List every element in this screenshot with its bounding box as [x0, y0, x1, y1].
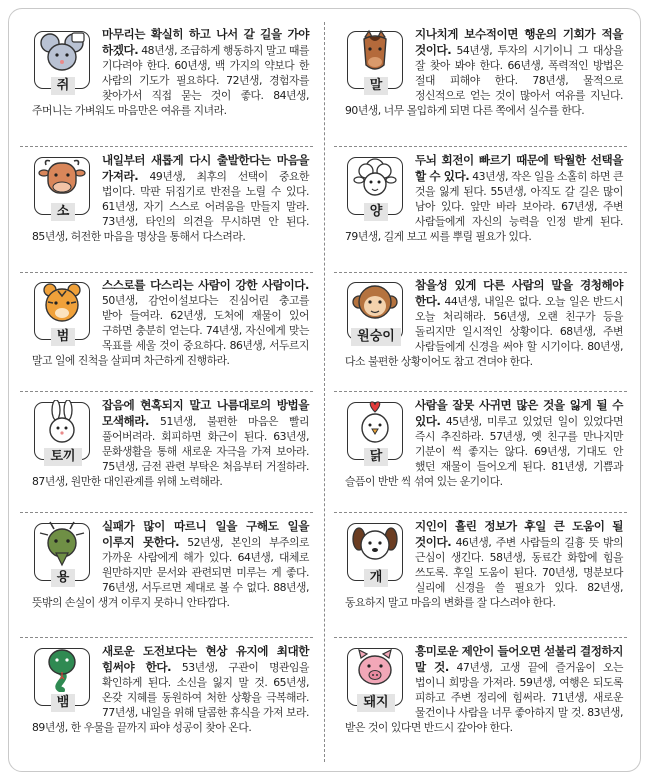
- sheep-icon: [349, 155, 401, 201]
- entry-headline: 내일부터 새롭게 다시 출발한다는 마음을 가져라.: [102, 153, 309, 183]
- zodiac-name: 돼지: [357, 694, 394, 712]
- entry-body: 53년생, 구관이 명관임을 확인하게 된다. 소신을 잃지 말 것. 65년생, 온갖 지혜를 동원하여 처한 상황을 극복해라. 77년생, 내일을 위해 달콤한 휴식을 가져 보라. 89년생, 한 우물을 끝까지 파야 성공이 찾아 온다.: [32, 660, 309, 734]
- row-divider: [334, 391, 627, 392]
- entry-headline: 두뇌 회전이 빠르기 때문에 탁월한 선택을 할 수 있다.: [415, 153, 623, 183]
- horoscope-entry-rooster: [345, 398, 623, 489]
- entry-body: 51년생, 불편한 마음은 빨리 풀어버려라. 회피하면 화근이 된다. 63년생, 문화생활을 통해 새로운 자극을 가져 보아라. 75년생, 금전 관련 부탁은 처음부터 거절하라. 87년생, 원만한 대인관계를 위해 노력해라.: [32, 414, 309, 488]
- zodiac-badge: [345, 644, 407, 710]
- horoscope-entry-ox: [32, 153, 309, 244]
- entry-body: 50년생, 감언이설보다는 진심어린 충고를 받아 들여라. 62년생, 도처에 재물이 있어 구하면 충분히 얻는다. 74년생, 자신에게 맞는 목표를 세울 것이 중요하다. 86년생, 서두르지 말고 일에 진척을 살피며 차근하게 진행하라.: [32, 293, 309, 367]
- row-divider: [20, 637, 313, 638]
- horoscope-entry-horse: [345, 27, 623, 118]
- zodiac-name: 소: [51, 203, 76, 221]
- entry-body: 48년생, 조급하게 행동하지 말고 때를 기다려야 한다. 60년생, 백 가지의 약보다 한 사람의 기도가 필요하다. 72년생, 경험자를 찾아가서 직접 묻는 것이 좋다. 84년생, 주머니는 가벼워도 마음만은 여유를 지녀라.: [32, 43, 309, 117]
- zodiac-name: 토끼: [44, 448, 81, 466]
- row-divider: [334, 272, 627, 273]
- entry-headline: 사람을 잘못 사귀면 많은 것을 잃게 될 수 있다.: [415, 398, 623, 428]
- horoscope-entry-snake: [32, 644, 309, 735]
- horoscope-entry-dragon: [32, 519, 309, 610]
- zodiac-badge: [345, 153, 407, 219]
- rabbit-icon: [36, 400, 88, 446]
- zodiac-badge: [32, 153, 94, 219]
- horoscope-entry-rabbit: [32, 398, 309, 489]
- zodiac-badge: [32, 644, 94, 710]
- zodiac-name: 쥐: [51, 77, 76, 95]
- zodiac-name: 원숭이: [351, 328, 401, 346]
- row-divider: [20, 512, 313, 513]
- entry-body: 44년생, 내일은 없다. 오늘 일은 반드시 오늘 처리해라. 56년생, 오랜 친구가 등을 돌리지만 일시적인 상황이다. 68년생, 주변 사람들에게 신경을 써야 할 시기이다. 80년생, 다소 불편한 상황이어도 참고 견뎌야 한다.: [345, 294, 623, 368]
- ox-icon: [36, 155, 88, 201]
- entry-headline: 새로운 도전보다는 현상 유지에 최대한 힘써야 한다.: [102, 644, 309, 674]
- snake-icon: [36, 646, 88, 692]
- row-divider: [20, 272, 313, 273]
- row-divider: [20, 391, 313, 392]
- horoscope-entry-dog: [345, 519, 623, 610]
- rooster-icon: [349, 400, 401, 446]
- entry-body: 52년생, 본인의 부주의로 가까운 사람에게 해가 있다. 64년생, 대체로 원만하지만 문서와 관련되면 미루는 게 좋다. 76년생, 서두르면 제대로 볼 수 없다. 88년생, 뜻밖의 손실이 생겨 이루지 못하니 안타깝다.: [32, 535, 309, 609]
- entry-body: 54년생, 투자의 시기이니 그 대상을 잘 찾아 봐야 한다. 66년생, 폭력적인 방법은 절대 피해야 한다. 78년생, 물적으로 정신적으로 얻는 것이 많아서 여유를 지닌다. 90년생, 너무 몰입하게 되면 다른 쪽에서 실수를 한다.: [345, 43, 623, 117]
- row-divider: [334, 146, 627, 147]
- zodiac-badge: [345, 519, 407, 585]
- zodiac-badge: [32, 398, 94, 464]
- entry-body: 47년생, 고생 끝에 즐거움이 오는 법이니 희망을 가져라. 59년생, 여행은 되도록 피하고 주변 정리에 힘써라. 71년생, 새로운 물건이나 사람을 너무 좋아하지 말 것. 83년생, 받은 것이 있다면 반드시 갚아야 한다.: [345, 660, 623, 734]
- zodiac-badge: [345, 27, 407, 93]
- entry-body: 43년생, 작은 일을 소홀히 하면 큰 것을 잃게 된다. 55년생, 아직도 갈 길은 많이 남아 있다. 앞만 바라 보아라. 67년생, 주변 사람들에게 자신의 능력을 인정 받게 된다. 79년생, 길게 보고 씨를 뿌릴 필요가 있다.: [345, 169, 623, 243]
- tiger-icon: [36, 280, 88, 326]
- zodiac-badge: [345, 398, 407, 464]
- entry-headline: 지인이 흘린 정보가 후일 큰 도움이 될 것이다.: [415, 519, 623, 549]
- entry-headline: 실패가 많이 따르니 일을 구해도 일을 이루지 못한다.: [102, 519, 309, 549]
- horoscope-entry-rat: [32, 27, 309, 118]
- dragon-icon: [36, 521, 88, 567]
- entry-body: 49년생, 최후의 선택이 중요한 법이다. 막판 뒤집기로 반전을 노릴 수 있다. 61년생, 자기 스스로 어려움을 만들지 말라. 73년생, 타인의 의견을 무시하면 안 된다. 85년생, 허전한 마음을 명상을 통해서 다스려라.: [32, 169, 309, 243]
- row-divider: [334, 637, 627, 638]
- zodiac-name: 양: [364, 203, 389, 221]
- entry-headline: 잡음에 현혹되지 말고 나름대로의 방법을 모색해라.: [102, 398, 309, 428]
- zodiac-name: 닭: [364, 448, 389, 466]
- horoscope-entry-sheep: [345, 153, 623, 244]
- entry-body: 46년생, 주변 사람들의 길흉 뜻 밖의 근심이 생긴다. 58년생, 동료간 화합에 힘을 쓰도록. 후일 도움이 된다. 70년생, 명분보다 실리에 신경을 쓸 필요가 있다. 82년생, 동요하지 말고 마음의 변화를 잘 다스려야 한다.: [345, 535, 623, 609]
- horse-icon: [349, 29, 401, 75]
- zodiac-name: 범: [51, 328, 76, 346]
- zodiac-badge: [32, 27, 94, 93]
- monkey-icon: [349, 280, 401, 326]
- zodiac-badge: [32, 278, 94, 344]
- entry-body: 45년생, 미루고 있었던 일이 있었다면 즉시 추진하라. 57년생, 옛 친구를 만나지만 기분이 썩 좋지는 않다. 69년생, 기대도 안 했던 재물이 들어오게 된다. 81년생, 기쁨과 슬픔이 반반 씩 섞여 있는 운기이다.: [345, 414, 623, 488]
- horoscope-entry-pig: [345, 644, 623, 735]
- entry-headline: 마무리는 확실히 하고 나서 갈 길을 가야 하겠다.: [102, 27, 309, 57]
- zodiac-name: 개: [364, 569, 389, 587]
- zodiac-name: 말: [364, 77, 389, 95]
- zodiac-name: 용: [51, 569, 76, 587]
- zodiac-badge: [32, 519, 94, 585]
- horoscope-entry-tiger: [32, 278, 309, 368]
- entry-headline: 스스로를 다스리는 사람이 강한 사람이다.: [102, 278, 309, 292]
- zodiac-name: 뱀: [51, 694, 76, 712]
- entry-headline: 지나치게 보수적이면 행운의 기회가 적을 것이다.: [415, 27, 623, 57]
- column-divider: [324, 22, 325, 762]
- row-divider: [334, 512, 627, 513]
- row-divider: [20, 146, 313, 147]
- horoscope-entry-monkey: [345, 278, 623, 369]
- pig-icon: [349, 646, 401, 692]
- zodiac-badge: [345, 278, 407, 344]
- entry-headline: 흥미로운 제안이 들어오면 섣불리 결정하지 말 것.: [415, 644, 623, 674]
- entry-headline: 참을성 있게 다른 사람의 말을 경청해야 한다.: [415, 278, 623, 308]
- rat-icon: [36, 29, 88, 75]
- dog-icon: [349, 521, 401, 567]
